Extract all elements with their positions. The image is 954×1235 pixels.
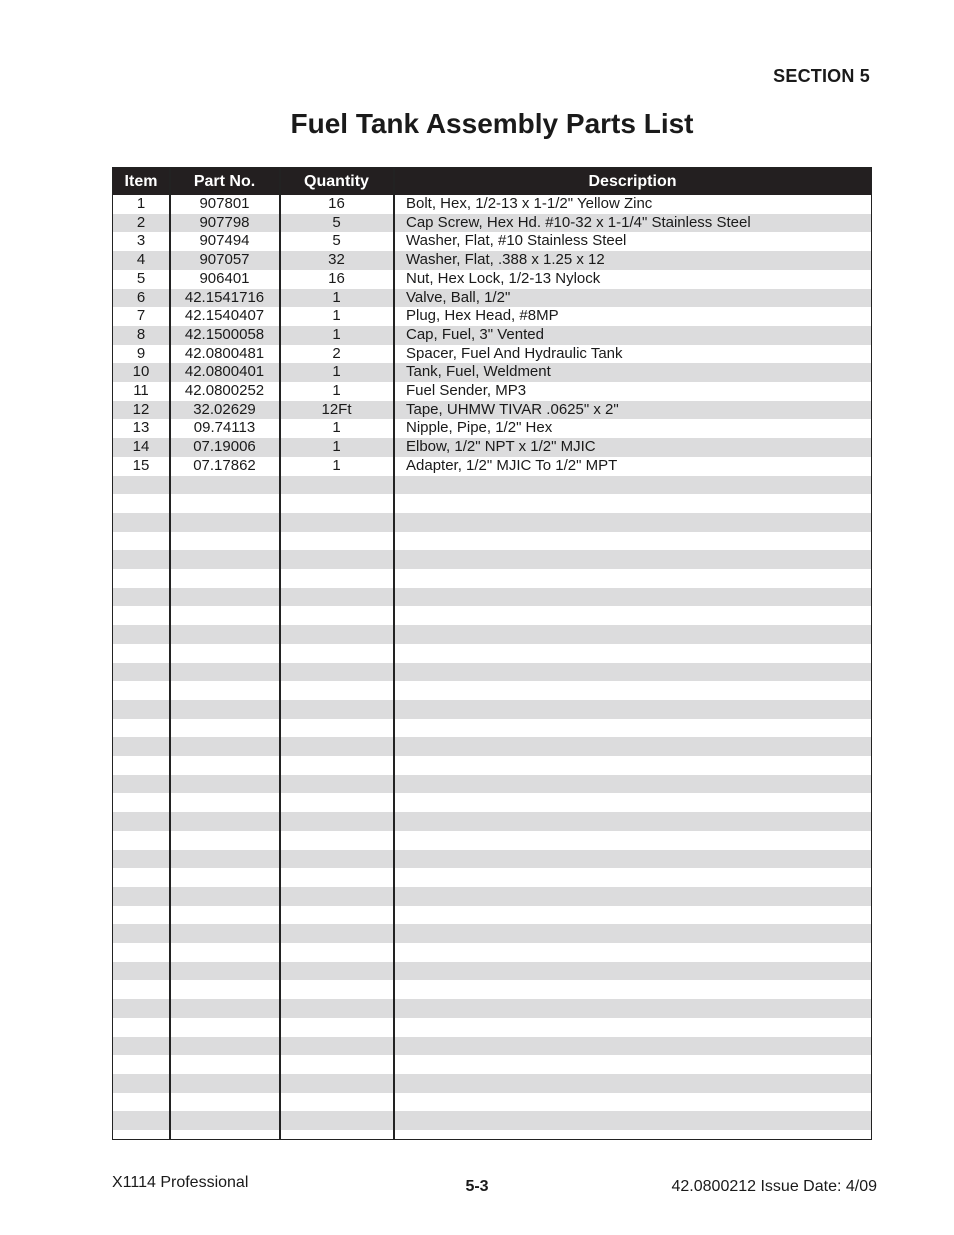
- table-row: [113, 550, 871, 569]
- table-row: [113, 775, 871, 794]
- table-row: [113, 793, 871, 812]
- column-divider: [169, 168, 171, 1139]
- table-row: [113, 401, 871, 420]
- table-row: [113, 868, 871, 887]
- description-cell: Bolt, Hex, 1/2-13 x 1-1/2" Yellow Zinc: [406, 195, 653, 212]
- table-row: [113, 719, 871, 738]
- table-row: [113, 606, 871, 625]
- section-label: SECTION 5: [773, 66, 870, 86]
- quantity-cell: 1: [332, 325, 341, 343]
- table-row: [113, 513, 871, 532]
- item-cell: 15: [132, 456, 150, 474]
- table-row: [113, 737, 871, 756]
- part-number-cell: 09.74113: [193, 419, 256, 437]
- quantity-cell: 16: [328, 195, 345, 212]
- item-cell: 8: [136, 325, 146, 343]
- item-cell: 1: [136, 195, 146, 212]
- table-row: [113, 251, 871, 270]
- table-row: [113, 569, 871, 588]
- part-number-cell: 07.17862: [193, 456, 256, 474]
- table-row: [113, 476, 871, 495]
- table-row: [113, 1018, 871, 1037]
- quantity-cell: 1: [332, 382, 341, 399]
- quantity-cell: 32: [328, 251, 345, 269]
- part-number-cell: 42.0800401: [184, 363, 265, 381]
- item-cell: 10: [132, 363, 150, 381]
- table-row: [113, 363, 871, 382]
- table-row: [113, 457, 871, 476]
- description-cell: Cap, Fuel, 3" Vented: [406, 325, 544, 343]
- table-row: [113, 887, 871, 906]
- description-cell: Tank, Fuel, Weldment: [406, 363, 551, 381]
- table-row: [113, 345, 871, 364]
- item-cell: 12: [132, 400, 150, 418]
- table-row: [113, 644, 871, 663]
- footer-page-number: 5-3: [465, 1178, 489, 1195]
- table-row: [113, 195, 871, 214]
- quantity-cell: 1: [332, 307, 341, 325]
- quantity-cell: 1: [332, 419, 341, 437]
- table-row: [113, 494, 871, 513]
- description-cell: Adapter, 1/2" MJIC To 1/2" MPT: [406, 456, 618, 474]
- column-header-description: Description: [588, 173, 677, 190]
- table-row: [113, 924, 871, 943]
- part-number-cell: 42.1541716: [184, 288, 265, 306]
- table-row: [113, 326, 871, 345]
- table-row: [113, 232, 871, 251]
- item-cell: 7: [136, 307, 146, 325]
- table-row: [113, 214, 871, 233]
- table-row: [113, 756, 871, 775]
- table-row: [113, 663, 871, 682]
- table-body: [113, 195, 871, 1139]
- quantity-cell: 5: [332, 213, 341, 231]
- part-number-cell: 32.02629: [193, 400, 256, 418]
- table-row: [113, 1055, 871, 1074]
- quantity-cell: 16: [328, 269, 345, 287]
- description-cell: Washer, Flat, .388 x 1.25 x 12: [406, 251, 605, 269]
- table-row: [113, 1111, 871, 1130]
- item-cell: 6: [136, 288, 146, 306]
- table-row: [113, 1093, 871, 1112]
- footer-issue-info: 42.0800212 Issue Date: 4/09: [671, 1178, 877, 1195]
- part-number-cell: 907494: [199, 232, 250, 250]
- column-header-part-no: Part No.: [193, 173, 256, 190]
- table-row: [113, 812, 871, 831]
- item-cell: 13: [132, 419, 150, 437]
- part-number-cell: 907057: [199, 251, 250, 269]
- part-number-cell: 906401: [199, 269, 250, 287]
- description-cell: Spacer, Fuel And Hydraulic Tank: [406, 344, 623, 362]
- table-row: [113, 625, 871, 644]
- table-row: [113, 831, 871, 850]
- page-title: Fuel Tank Assembly Parts List: [290, 108, 694, 139]
- column-divider: [393, 168, 395, 1139]
- column-divider: [279, 168, 281, 1139]
- table-row: [113, 999, 871, 1018]
- quantity-cell: 5: [332, 232, 341, 250]
- table-row: [113, 700, 871, 719]
- table-row: [113, 681, 871, 700]
- description-cell: Nut, Hex Lock, 1/2-13 Nylock: [406, 269, 601, 287]
- footer-model: X1114 Professional: [112, 1174, 249, 1191]
- item-cell: 3: [136, 232, 146, 250]
- table-row: [113, 532, 871, 551]
- description-cell: Tape, UHMW TIVAR .0625" x 2": [406, 400, 619, 418]
- description-cell: Fuel Sender, MP3: [406, 382, 527, 399]
- part-number-cell: 42.1500058: [184, 325, 265, 343]
- item-cell: 9: [136, 344, 146, 362]
- table-row: [113, 1074, 871, 1093]
- description-cell: Cap Screw, Hex Hd. #10-32 x 1-1/4" Stainless Steel: [406, 213, 751, 231]
- description-cell: Washer, Flat, #10 Stainless Steel: [406, 232, 627, 250]
- table-row: [113, 906, 871, 925]
- description-cell: Elbow, 1/2" NPT x 1/2" MJIC: [406, 438, 596, 456]
- description-cell: Nipple, Pipe, 1/2" Hex: [406, 419, 553, 437]
- table-row: [113, 1037, 871, 1056]
- table-row: [113, 270, 871, 289]
- quantity-cell: 1: [332, 363, 341, 381]
- quantity-cell: 1: [332, 288, 341, 306]
- table-row: [113, 588, 871, 607]
- item-cell: 2: [136, 213, 146, 231]
- parts-table: [112, 167, 872, 1140]
- part-number-cell: 07.19006: [193, 438, 256, 456]
- quantity-cell: 1: [332, 438, 341, 456]
- item-cell: 5: [136, 269, 146, 287]
- table-row: [113, 850, 871, 869]
- description-cell: Valve, Ball, 1/2": [406, 288, 511, 306]
- table-row: [113, 943, 871, 962]
- item-cell: 4: [136, 251, 146, 269]
- table-row: [113, 980, 871, 999]
- table-row: [113, 419, 871, 438]
- table-header: [113, 168, 871, 195]
- part-number-cell: 907801: [199, 195, 250, 212]
- table-row: [113, 289, 871, 308]
- part-number-cell: 42.1540407: [184, 307, 265, 325]
- item-cell: 14: [132, 438, 150, 456]
- table-row: [113, 962, 871, 981]
- item-cell: 11: [133, 382, 149, 399]
- part-number-cell: 42.0800252: [184, 382, 265, 399]
- column-header-quantity: Quantity: [304, 173, 369, 190]
- part-number-cell: 42.0800481: [184, 344, 265, 362]
- quantity-cell: 12Ft: [321, 400, 352, 418]
- part-number-cell: 907798: [199, 213, 250, 231]
- description-cell: Plug, Hex Head, #8MP: [406, 307, 559, 325]
- column-header-item: Item: [124, 173, 158, 190]
- table-row: [113, 438, 871, 457]
- table-row: [113, 307, 871, 326]
- table-row: [113, 382, 871, 401]
- quantity-cell: 1: [332, 456, 341, 474]
- quantity-cell: 2: [332, 344, 341, 362]
